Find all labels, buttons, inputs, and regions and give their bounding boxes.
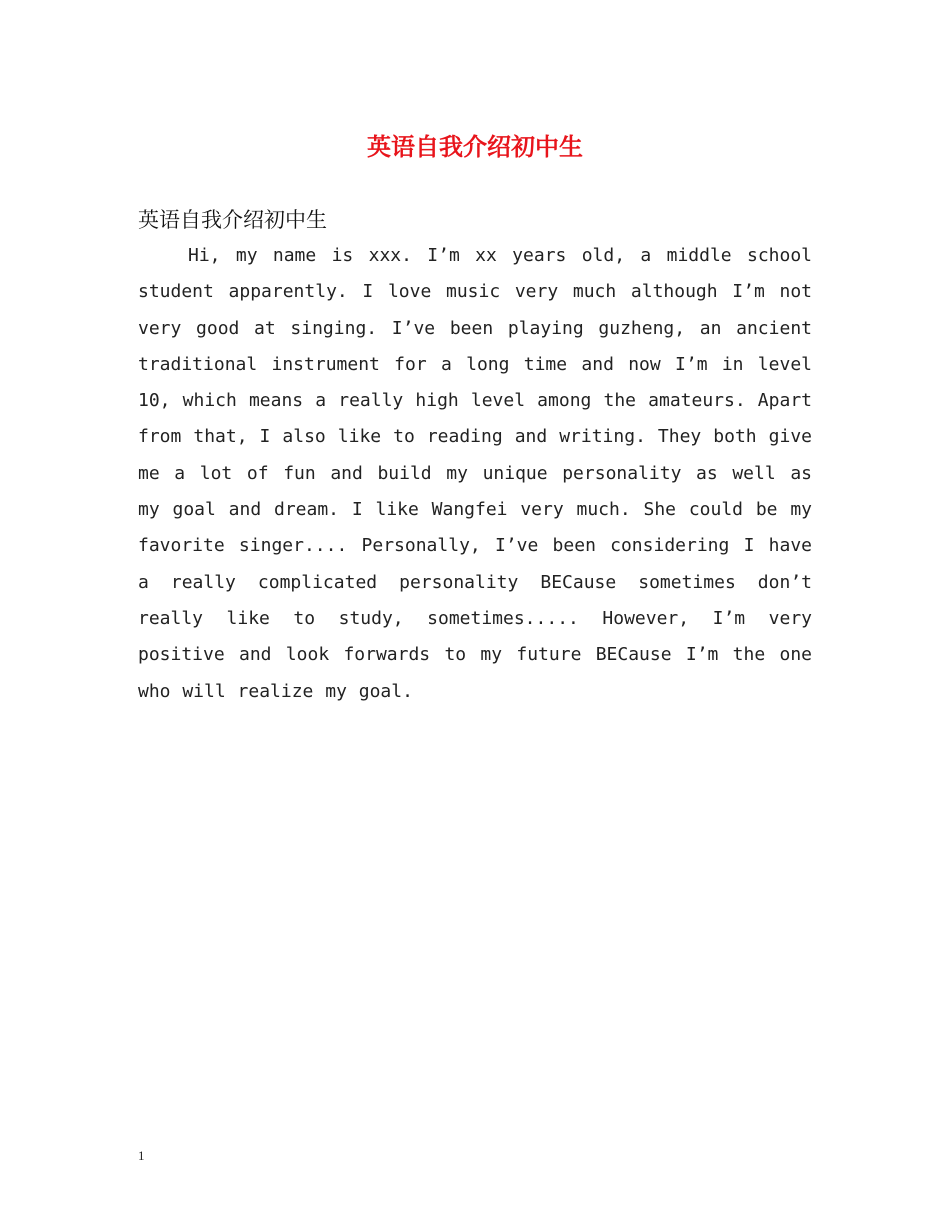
document-subtitle: 英语自我介绍初中生 xyxy=(138,208,327,232)
body-paragraph: Hi, my name is xxx. I’m xx years old, a middle school student apparently. I love music very much although I’m not very good at singing. I’ve been playing guzheng, an ancient traditional instrument for a long time and now I’m in level 10, which means a really high level among the amateurs. Apart from that, I also like to reading and writing. They both give me a lot of fun and build my unique personality as well as my goal and dream. I like Wangfei very much. She could be my favorite singer.... Personally, I’ve been considering I have a really complicated personality BECause sometimes don’t really like to study, sometimes..... However, I’m very positive and look forwards to my future BECause I’m the one who will realize my goal. xyxy=(138,245,812,702)
page-number: 1 xyxy=(138,1148,145,1163)
document-title: 英语自我介绍初中生 xyxy=(367,132,583,161)
